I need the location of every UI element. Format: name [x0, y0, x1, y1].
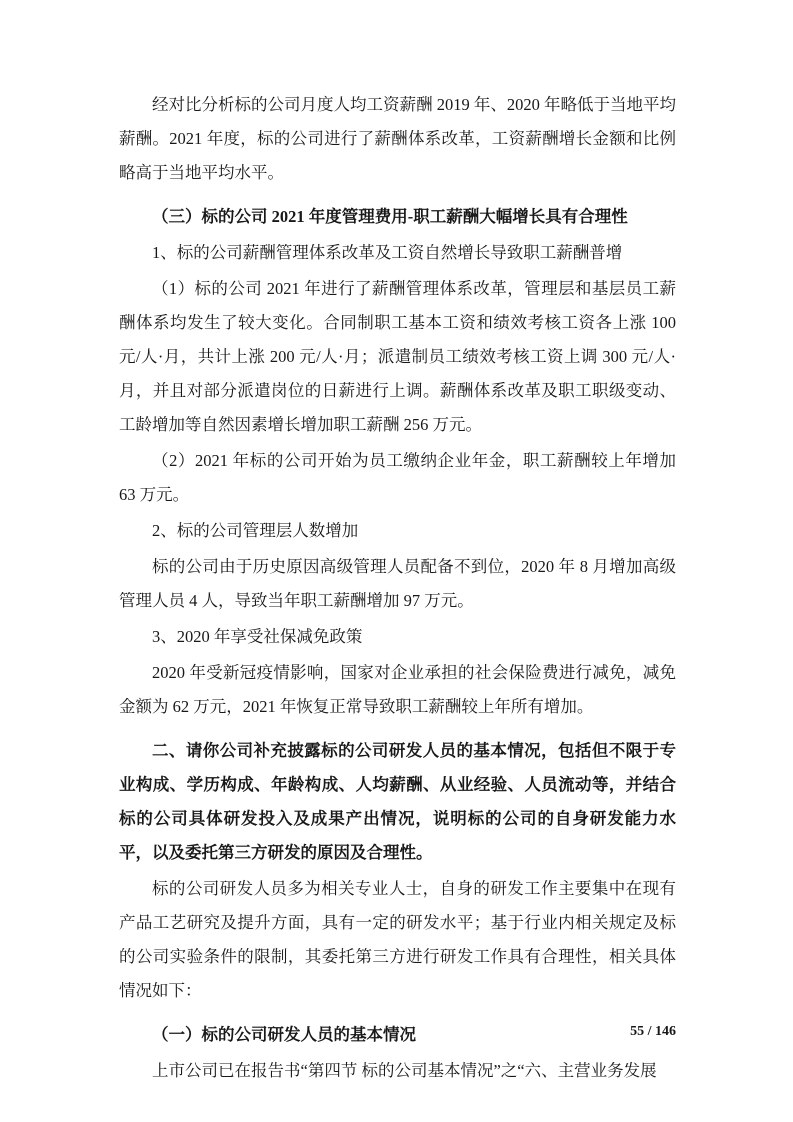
document-body [119, 88, 676, 1090]
subheading-item-2-management-headcount: 2、标的公司管理层人数增加 [152, 521, 359, 540]
paragraph-item-3-detail: 2020 年受新冠疫情影响，国家对企业承担的社会保险费进行减免，减免金额为 62 万元，2021 年恢复正常导致职工薪酬较上年所有增加。 [119, 663, 676, 716]
paragraph-report-reference: 上市公司已在报告书“第四节 标的公司基本情况”之“六、主营业务发展 [152, 1061, 657, 1080]
subheading-item-1-salary-reform: 1、标的公司薪酬管理体系改革及工资自然增长导致职工薪酬普增 [152, 243, 623, 262]
paragraph-item-1-1-reform-detail: （1）标的公司 2021 年进行了薪酬管理体系改革，管理层和基层员工薪酬体系均发生了较大变化。合同制职工基本工资和绩效考核工资各上涨 100 元/人·月，共计上涨 200 元/人·月；派遣制员工绩效考核工资上调 300 元/人·月，并且对部分派遣岗位的日薪进行上调。薪酬体系改革及职工职级变动、工龄增加等自然因素增长增加职工薪酬 256 万元。 [119, 279, 676, 434]
paragraph-item-2-detail: 标的公司由于历史原因高级管理人员配备不到位，2020 年 8 月增加高级管理人员 4 人，导致当年职工薪酬增加 97 万元。 [119, 557, 676, 610]
paragraph-salary-comparison: 经对比分析标的公司月度人均工资薪酬 2019 年、2020 年略低于当地平均薪酬。2021 年度，标的公司进行了薪酬体系改革，工资薪酬增长金额和比例略高于当地平均水平。 [119, 95, 676, 182]
heading-section-1-rd-basic-info: （一）标的公司研发人员的基本情况 [152, 1025, 416, 1044]
heading-question-2-rd-personnel: 二、请你公司补充披露标的公司研发人员的基本情况，包括但不限于专业构成、学历构成、年龄构成、人均薪酬、从业经验、人员流动等，并结合标的公司具体研发投入及成果产出情况，说明标的公司的自身研发能力水平，以及委托第三方研发的原因及合理性。 [119, 741, 676, 862]
heading-section-3-salary-growth: （三）标的公司 2021 年度管理费用-职工薪酬大幅增长具有合理性 [152, 207, 628, 226]
subheading-item-3-social-security-relief: 3、2020 年享受社保减免政策 [152, 627, 363, 646]
paragraph-rd-overview: 标的公司研发人员多为相关专业人士，自身的研发工作主要集中在现有产品工艺研究及提升方面，具有一定的研发水平；基于行业内相关规定及标的公司实验条件的限制，其委托第三方进行研发工作具有合理性，相关具体情况如下： [119, 879, 676, 1000]
page-number: 55 / 146 [630, 1024, 676, 1039]
paragraph-item-1-2-annuity: （2）2021 年标的公司开始为员工缴纳企业年金，职工薪酬较上年增加 63 万元。 [119, 451, 676, 504]
